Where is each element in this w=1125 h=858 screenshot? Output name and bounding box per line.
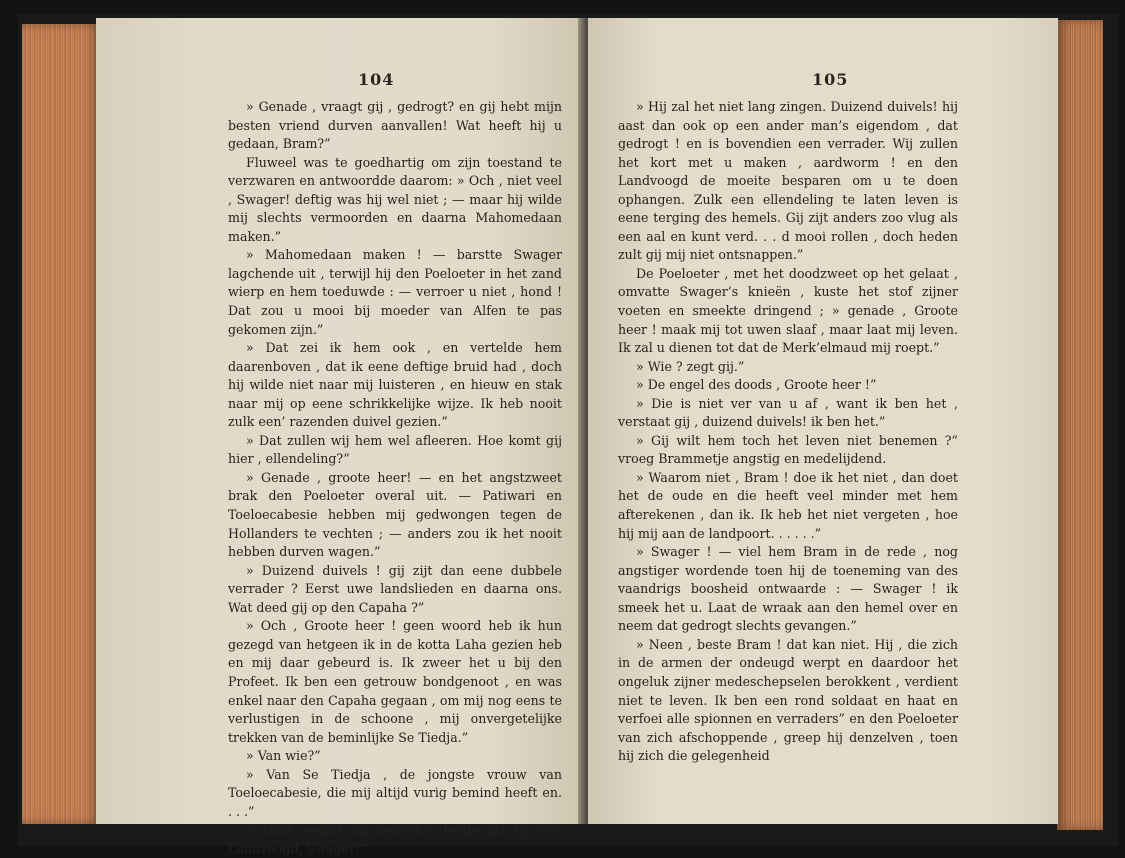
page-number: 104 [358, 70, 395, 89]
page-text [228, 98, 562, 858]
page-edges-left [22, 24, 100, 824]
paragraph: » Daar begint hij hetzelfde liedje als bij den Landvoogd, Swager!” [228, 822, 562, 856]
paragraph: » Wie ? zegt gij.” [636, 358, 745, 374]
paragraph: » Neen , beste Bram ! dat kan niet. Hij , die zich in de armen der ondeugd werpt en daardoor het ongeluk zijner medeschepselen berokkent , verdient niet te leven. Ik ben een rond soldaat en haat en verfoei alle spionnen en verraders” en den Poeloeter van zich afschoppende , greep hij denzelven , toen hij zich die gelegenheid [618, 636, 958, 764]
paragraph: » Van wie?” [246, 748, 321, 764]
paragraph: » Van Se Tiedja , de jongste vrouw van Toeloecabesie, die mij altijd vurig bemind heeft en. . . .” [228, 766, 562, 819]
paragraph: » Hij zal het niet lang zingen. Duizend duivels! hij aast dan ook op een ander man’s eigendom , dat gedrogt ! en is bovendien een verrader. Wij zullen het kort met u maken , aardworm ! en den Landvoogd de moeite besparen om u te doen ophangen. Zulk een ellendeling te laten leven is eene terging des hemels. Gij zijt anders zoo vlug als een aal en kunt verd. . . d mooi rollen , doch heden zult gij mij niet ontsnappen.” [618, 99, 958, 263]
paragraph: » De engel des doods , Groote heer !” [636, 377, 877, 393]
paragraph: » Genade , groote heer! — en het angstzweet brak den Poeloeter overal uit. — Patiwari en Toeloecabesie hebben mij gedwongen tegen de Hollanders te vechten ; — anders zou ik het nooit hebben durven wagen.” [228, 469, 562, 560]
paragraph: » Duizend duivels ! gij zijt dan eene dubbele verrader ? Eerst uwe landslieden en daarna ons. Wat deed gij op den Capaha ?” [228, 562, 562, 615]
paragraph: » Och , Groote heer ! geen woord heb ik hun gezegd van hetgeen ik in de kotta Laha gezien heb en mij daar gebeurd is. Ik zweer het u bij den Profeet. Ik ben een getrouw bondgenoot , en was enkel naar den Capaha gegaan , om mij nog eens te verlustigen in de schoone , mij onvergetelijke trekken van de beminlijke Se Tiedja.” [228, 618, 562, 745]
paragraph: » Genade , vraagt gij , gedrogt? en gij hebt mijn besten vriend durven aanvallen! Wat heeft hij u gedaan, Bram?” [228, 99, 562, 152]
paragraph: Fluweel was te goedhartig om zijn toestand te verzwaren en antwoordde daarom: » Och , niet veel , Swager! deftig was hij wel niet ; — maar hij wilde mij slechts vermoorden en daarna Mahomedaan maken.” [228, 154, 562, 244]
paragraph: » Die is niet ver van u af , want ik ben het , verstaat gij , duizend duivels! ik ben het.” [618, 395, 958, 430]
page-edges-right [1057, 20, 1103, 830]
paragraph: » Dat zei ik hem ook , en vertelde hem daarenboven , dat ik eene deftige bruid had , doch hij wilde niet naar mij luisteren , en hieuw en stak naar mij op eene schrikkelijke wijze. Ik heb nooit zulk een’ razenden duivel gezien.” [228, 340, 562, 430]
paragraph: » Swager ! — viel hem Bram in de rede , nog angstiger wordende toen hij de toeneming van des vaandrigs boosheid ontwaarde : — Swager ! ik smeek het u. Laat de wraak aan den hemel over en neem dat gedrogt slechts gevangen.” [618, 544, 958, 634]
page-text [618, 98, 958, 766]
left-page [96, 18, 582, 856]
paragraph: » Dat zullen wij hem wel afleeren. Hoe komt gij hier , ellendeling?” [228, 432, 562, 467]
page-number: 105 [812, 70, 849, 89]
paragraph: » Waarom niet , Bram ! doe ik het niet , dan doet het de oude en die heeft veel minder met hem afterekenen , dan ik. Ik heb het niet vergeten , hoe hij mij aan de landpoort. . . . . .” [618, 469, 958, 541]
paragraph: De Poeloeter , met het doodzweet op het gelaat , omvatte Swager’s knieën , kuste het stof zijner voeten en smeekte dringend ; » genade , Groote heer ! maak mij tot uwen slaaf , maar laat mij leven. Ik zal u dienen tot dat de Merk’elmaud mij roept.” [618, 265, 958, 356]
right-page [588, 18, 1058, 824]
paragraph: » Mahomedaan maken ! — barstte Swager lagchende uit , terwijl hij den Poeloeter in het zand wierp en hem toeduwde : — verroer u niet , hond ! Dat zou u mooi bij moeder van Alfen te pas gekomen zijn.” [228, 247, 562, 337]
paragraph: » Gij wilt hem toch het leven niet benemen ?” vroeg Brammetje angstig en medelijdend. [618, 432, 958, 467]
